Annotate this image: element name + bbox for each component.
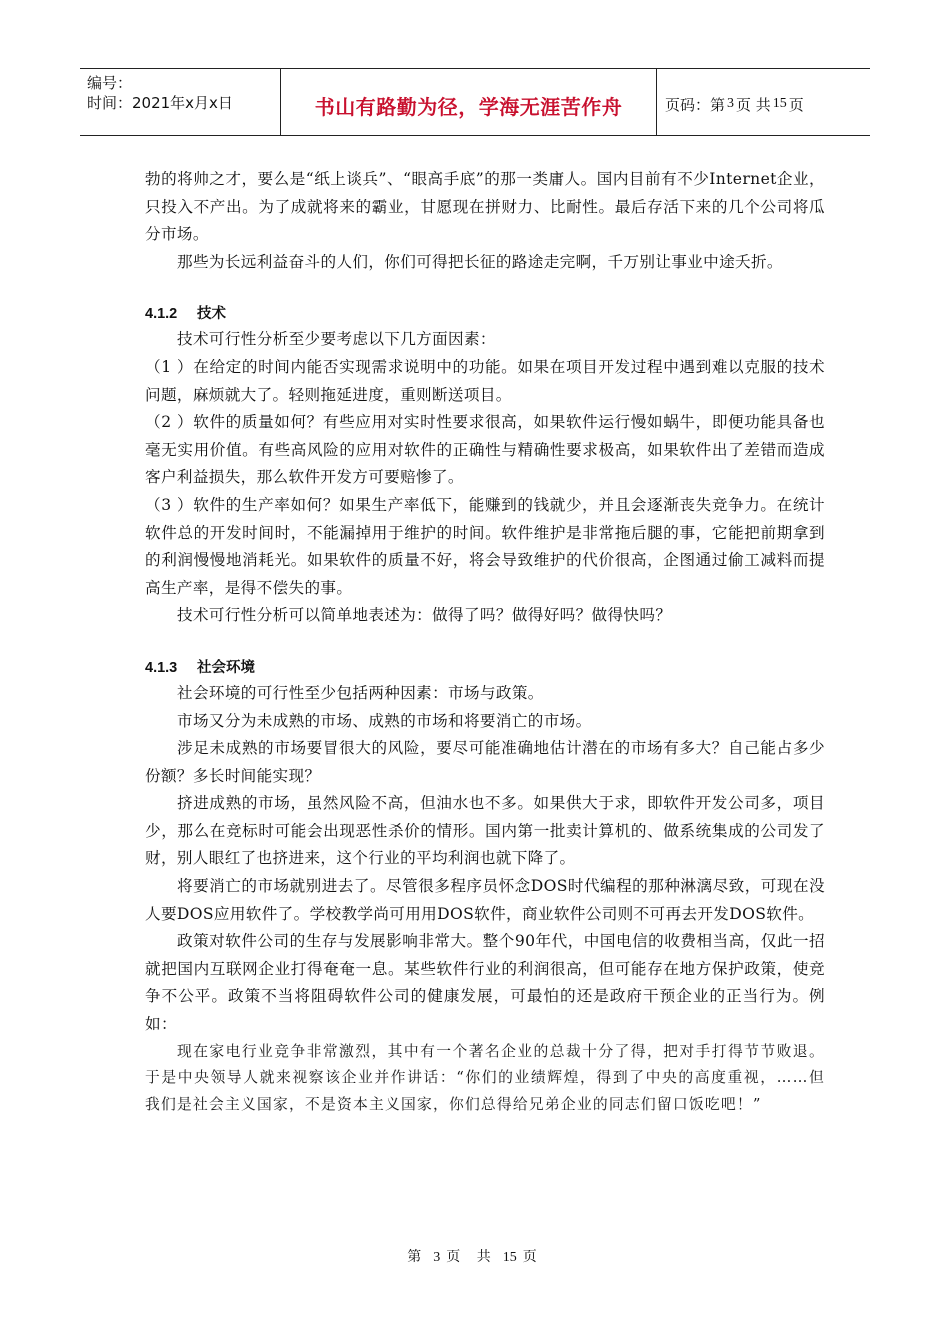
paragraph: 社会环境的可行性至少包括两种因素：市场与政策。 <box>177 683 544 702</box>
header-meta-cell <box>80 69 281 135</box>
list-item: （2 ）软件的质量如何？有些应用对实时性要求很高，如果软件运行慢如蜗牛，即便功能具备也毫无实用价值。有些高风险的应用对软件的正确性与精确性要求极高，如果软件出了差错而造成客户利益损失，那么软件开发方可要赔惨了。 <box>145 413 825 487</box>
paragraph: 勃的将帅之才，要么是“纸上谈兵”、“眼高手底”的那一类庸人。国内目前有不少Internet企业，只投入不产出。为了成就将来的霸业，甘愿现在拼财力、比耐性。最后存活下来的几个公司将瓜分市场。 <box>145 170 825 244</box>
section-title: 技术 <box>197 306 226 323</box>
section-number: 4.1.3 <box>145 659 178 676</box>
footer-suffix: 页 <box>522 1249 543 1265</box>
header-page-mid: 页 共 <box>736 95 771 114</box>
paragraph: 将要消亡的市场就别进去了。尽管很多程序员怀念DOS时代编程的那种淋漓尽致，可现在没人要DOS应用软件了。学校教学尚可用用DOS软件，商业软件公司则不可再去开发DOS软件。 <box>145 877 825 923</box>
paragraph: 挤进成熟的市场，虽然风险不高，但油水也不多。如果供大于求，即软件开发公司多，项目少，那么在竞标时可能会出现恶性杀价的情形。国内第一批卖计算机的、做系统集成的公司发了财，别人眼红了也挤进来，这个行业的平均利润也就下降了。 <box>145 794 825 868</box>
footer-page-current: 3 <box>433 1250 441 1265</box>
quoted-example: 现在家电行业竞争非常激烈，其中有一个著名企业的总裁十分了得，把对手打得节节败退。于是中央领导人就来视察该企业并作讲话：“你们的业绩辉煌，得到了中央的高度重视，……但我们是社会主义国家，不是资本主义国家，你们总得给兄弟企业的同志们留口饭吃吧！” <box>145 1042 825 1113</box>
list-item: （1 ）在给定的时间内能否实现需求说明中的功能。如果在项目开发过程中遇到难以克服的技术问题，麻烦就大了。轻则拖延进度，重则断送项目。 <box>145 357 825 404</box>
list-item: （3 ）软件的生产率如何？如果生产率低下，能赚到的钱就少，并且会逐渐丧失竞争力。在统计软件总的开发时间时，不能漏掉用于维护的时间。软件维护是非常拖后腿的事，它能把前期拿到的利润慢慢地消耗光。如果软件的质量不好，将会导致维护的代价很高，企图通过偷工减料而提高生产率，是得不偿失的事。 <box>145 495 825 597</box>
paragraph: 市场又分为未成熟的市场、成熟的市场和将要消亡的市场。 <box>177 711 592 730</box>
document-date-label: 时间：2021年x月x日 <box>87 94 233 112</box>
document-body <box>145 166 825 1118</box>
section-heading-4-1-2 <box>145 302 825 326</box>
page-footer <box>0 1246 950 1266</box>
header-motto-cell <box>281 69 657 135</box>
paragraph: 那些为长远利益奋斗的人们，你们可得把长征的路途走完啊，千万别让事业中途夭折。 <box>177 252 783 271</box>
header-page-cell <box>657 69 870 135</box>
paragraph: 涉足未成熟的市场要冒很大的风险，要尽可能准确地估计潜在的市场有多大？自己能占多少份额？多长时间能实现？ <box>145 739 825 785</box>
paragraph: 技术可行性分析至少要考虑以下几方面因素： <box>177 330 496 349</box>
header-page-total: 15 <box>772 96 787 111</box>
section-heading-4-1-3 <box>145 656 825 680</box>
footer-page-total: 15 <box>502 1250 517 1265</box>
section-title: 社会环境 <box>197 659 255 676</box>
paragraph: 政策对软件公司的生存与发展影响非常大。整个90年代，中国电信的收费相当高，仅此一招就把国内互联网企业打得奄奄一息。某些软件行业的利润很高，但可能存在地方保护政策，使竞争不公平。政策不当将阻碍软件公司的健康发展，可最怕的还是政府干预企业的正当行为。例如： <box>145 932 825 1034</box>
document-code-label: 编号： <box>87 74 133 92</box>
header-page-current: 3 <box>727 96 735 111</box>
header-page-label: 页码：第 <box>665 95 726 114</box>
page-header <box>80 68 870 136</box>
paragraph: 技术可行性分析可以简单地表述为：做得了吗？做得好吗？做得快吗？ <box>177 606 672 625</box>
footer-mid: 页 共 <box>446 1249 497 1265</box>
header-motto: 书山有路勤为径，学海无涯苦作舟 <box>314 94 623 119</box>
header-page-end: 页 <box>788 95 804 114</box>
footer-prefix: 第 <box>407 1249 428 1265</box>
section-number: 4.1.2 <box>145 306 178 323</box>
